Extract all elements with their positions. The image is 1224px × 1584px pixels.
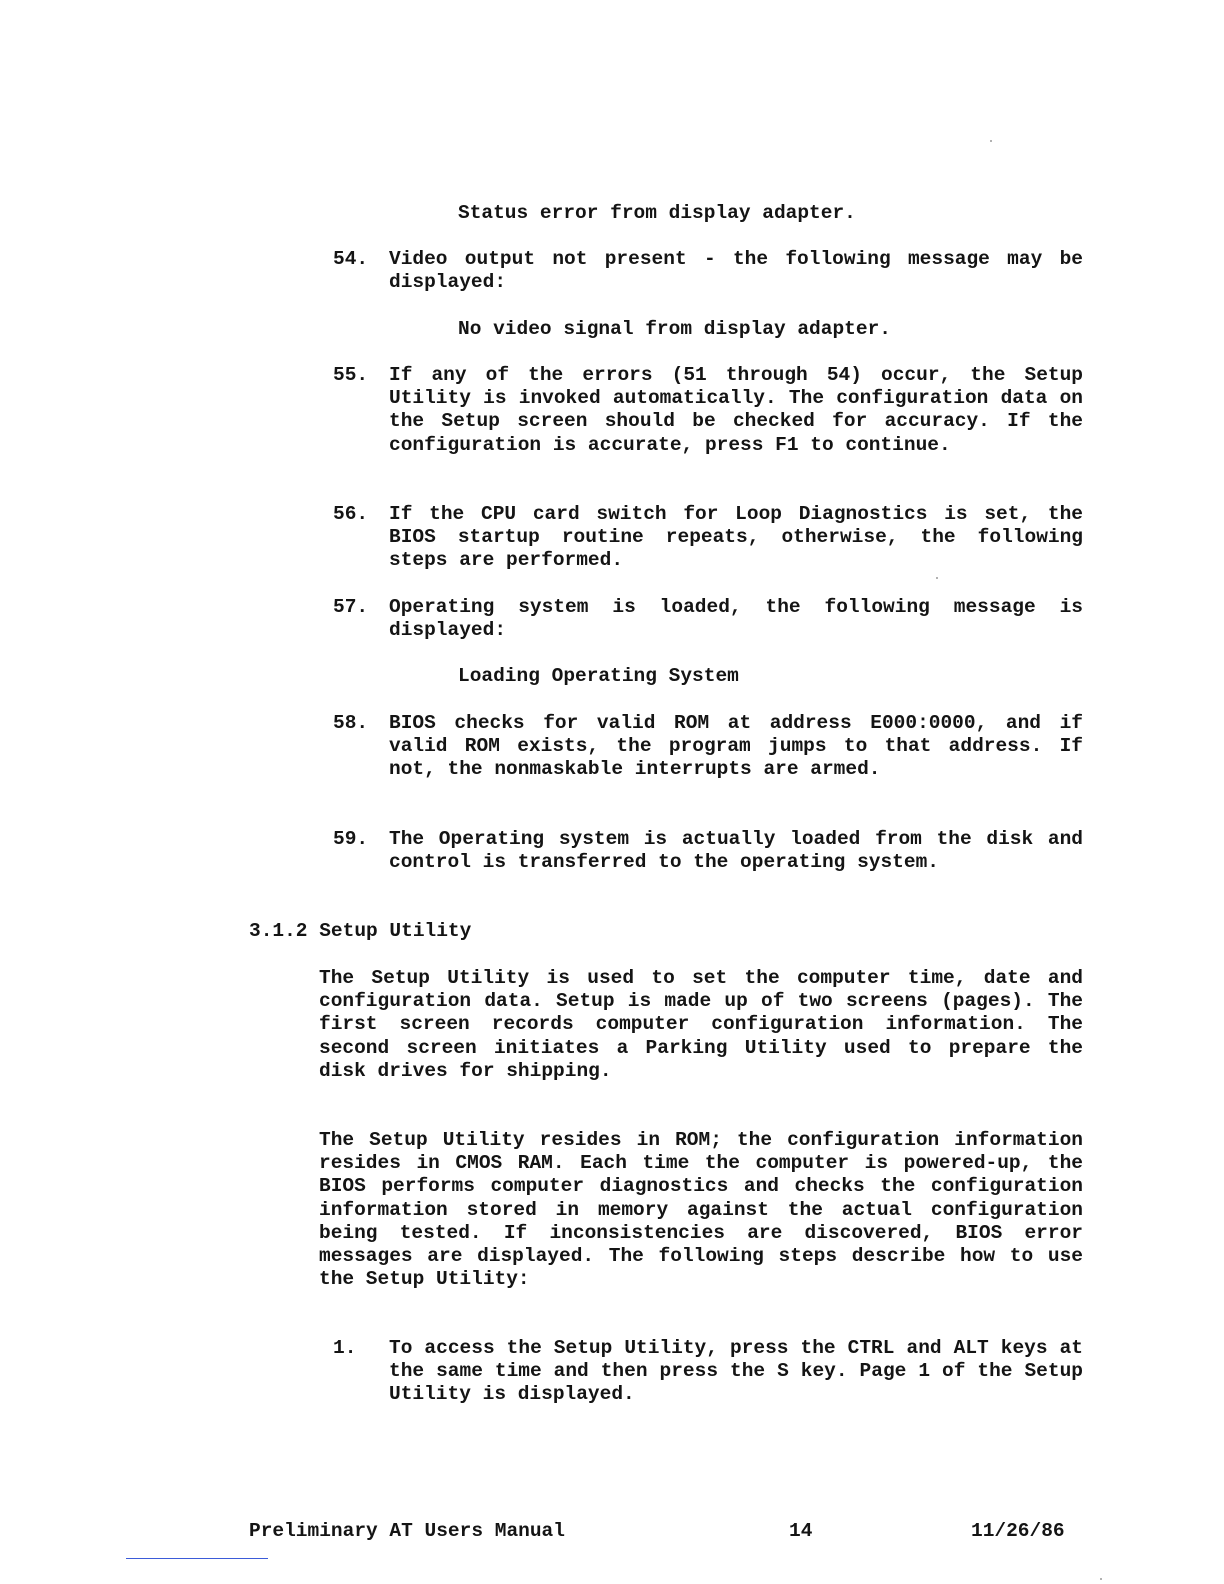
scan-speck xyxy=(936,577,938,579)
item-55-text: If any of the errors (51 through 54) occur, the Setup Utility is invoked automatically. The configuration data on the Setup screen should be checked for accuracy. If the configuration is accurate, press F1 to continue. xyxy=(389,364,1083,456)
item-57-message: Loading Operating System xyxy=(458,665,739,687)
item-57-text: Operating system is loaded, the following message is displayed: xyxy=(389,596,1083,642)
scan-speck xyxy=(1100,1578,1102,1580)
item-58-text: BIOS checks for valid ROM at address E000:0000, and if valid ROM exists, the program jumps to that address. If not, the nonmaskable interrupts are armed. xyxy=(389,712,1083,781)
footer-page-number: 14 xyxy=(789,1520,813,1542)
section-paragraph-1: The Setup Utility is used to set the computer time, date and configuration data. Setup is made up of two screens (pages). The first screen records computer configuration information. The second screen initiates a Parking Utility used to prepare the disk drives for shipping. xyxy=(319,967,1083,1082)
item-59-text: The Operating system is actually loaded from the disk and control is transferred to the operating system. xyxy=(389,828,1083,874)
item-54-message: No video signal from display adapter. xyxy=(458,318,891,340)
footer-title: Preliminary AT Users Manual xyxy=(249,1520,565,1542)
step-1-text: To access the Setup Utility, press the CTRL and ALT keys at the same time and then press the S key. Page 1 of the Setup Utility is displayed. xyxy=(389,1337,1083,1406)
item-54-number: 54. xyxy=(333,248,369,270)
item-59-number: 59. xyxy=(333,828,369,850)
item-57-number: 57. xyxy=(333,596,369,618)
item-56-text: If the CPU card switch for Loop Diagnostics is set, the BIOS startup routine repeats, otherwise, the following steps are performed. xyxy=(389,503,1083,572)
item-55-number: 55. xyxy=(333,364,369,386)
item-54-text: Video output not present - the following message may be displayed: xyxy=(389,248,1083,294)
scan-speck xyxy=(990,140,992,142)
section-paragraph-2: The Setup Utility resides in ROM; the configuration information resides in CMOS RAM. Each time the computer is powered-up, the BIOS performs computer diagnostics and checks the configuration information stored in memory against the actual configuration being tested. If inconsistencies are discovered, BIOS error messages are displayed. The following steps describe how to use the Setup Utility: xyxy=(319,1129,1083,1291)
item-53-message: Status error from display adapter. xyxy=(458,202,856,224)
item-58-number: 58. xyxy=(333,712,369,734)
item-56-number: 56. xyxy=(333,503,369,525)
bottom-scan-line xyxy=(126,1558,268,1559)
section-heading: 3.1.2 Setup Utility xyxy=(249,920,472,942)
footer-date: 11/26/86 xyxy=(971,1520,1065,1542)
step-1-number: 1. xyxy=(333,1337,357,1359)
